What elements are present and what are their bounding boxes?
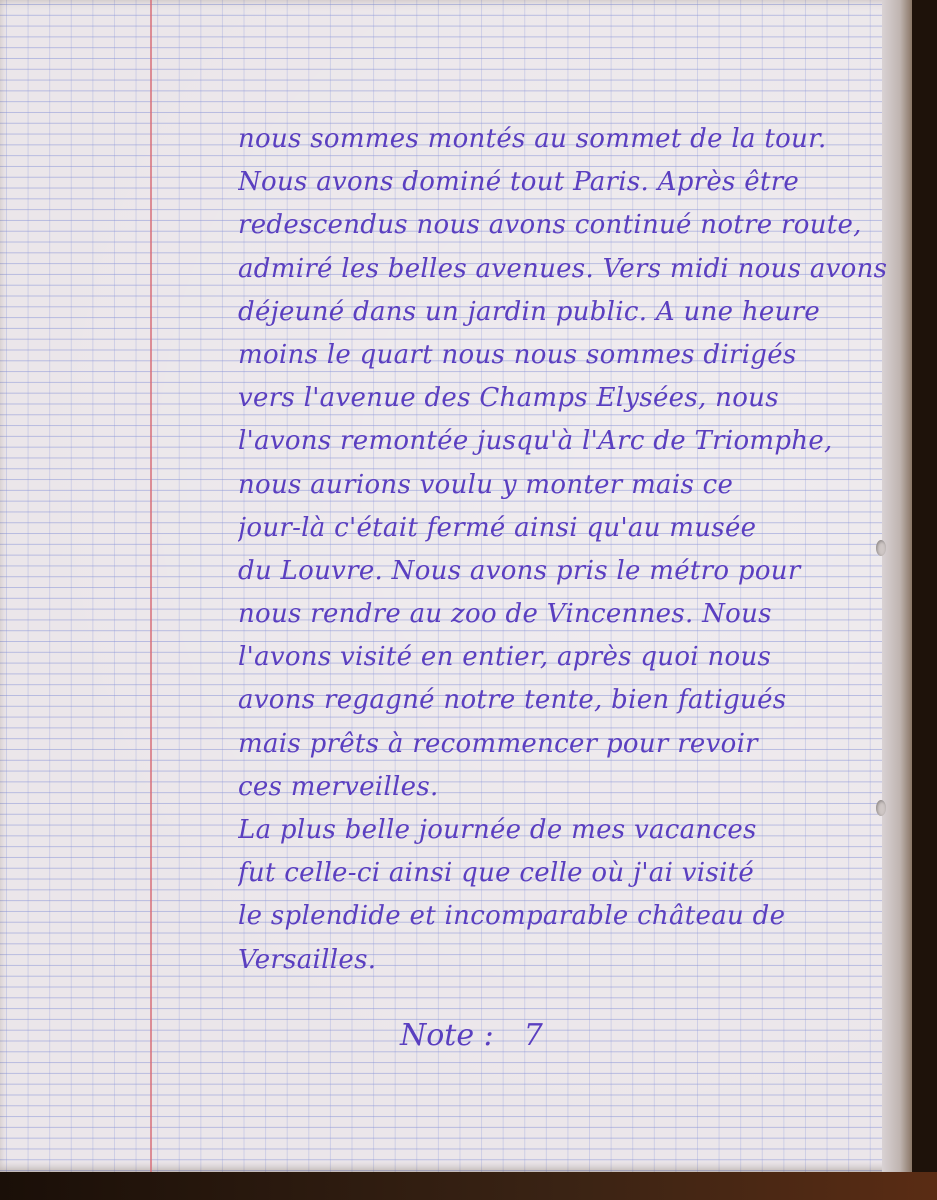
text-line: avons regagné notre tente, bien fatigués [238, 685, 787, 716]
grade-note [400, 1018, 543, 1053]
grade-value: 7 [523, 1018, 543, 1053]
text-line: Versailles. [238, 944, 377, 975]
text-line: jour-là c'était fermé ainsi qu'au musée [238, 512, 757, 543]
text-line: admiré les belles avenues. Vers midi nous avons [238, 253, 888, 284]
text-line: fut celle-ci ainsi que celle où j'ai visité [238, 858, 755, 889]
text-line: nous sommes montés au sommet de la tour. [238, 124, 827, 154]
text-line: l'avons remontée jusqu'à l'Arc de Triomphe, [238, 426, 833, 457]
text-line: l'avons visité en entier, après quoi nous [238, 642, 772, 673]
text-line: Nous avons dominé tout Paris. Après être [238, 167, 800, 198]
text-line: redescendus nous avons continué notre route, [238, 210, 862, 241]
text-line: déjeuné dans un jardin public. A une heure [238, 296, 821, 327]
text-line: moins le quart nous nous sommes dirigés [238, 339, 797, 370]
text-line: mais prêts à recommencer pour revoir [238, 728, 758, 759]
text-line: du Louvre. Nous avons pris le métro pour [238, 555, 801, 586]
text-line: nous aurions voulu y monter mais ce [238, 469, 734, 500]
text-line: ces merveilles. [238, 771, 439, 802]
text-line: le splendide et incomparable château de [238, 901, 786, 932]
text-line: nous rendre au zoo de Vincennes. Nous [238, 599, 772, 630]
text-line: La plus belle journée de mes vacances [238, 815, 757, 845]
scan-background-strip [0, 1172, 937, 1200]
margin-line [150, 0, 152, 1172]
grade-label: Note : [400, 1018, 494, 1053]
text-line: vers l'avenue des Champs Elysées, nous [238, 383, 779, 414]
handwritten-text [238, 118, 908, 982]
